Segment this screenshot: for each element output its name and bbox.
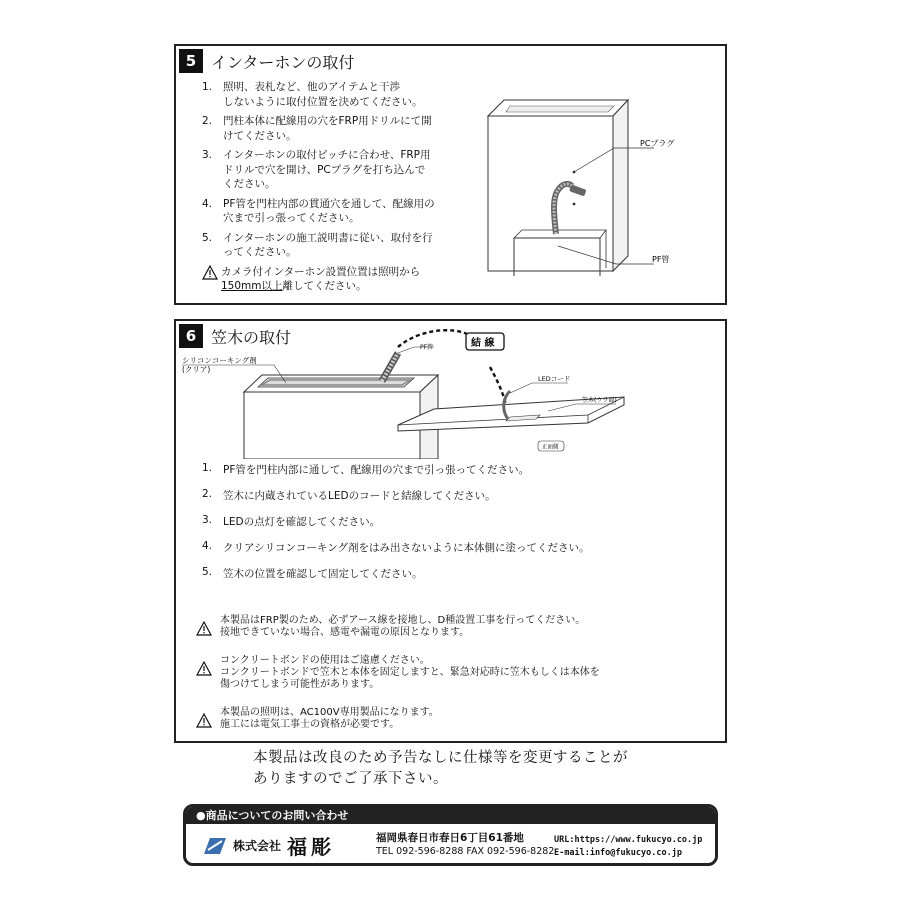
change-notice: 本製品は改良のため予告なしに仕様等を変更することが ありますのでご了承下さい。	[253, 750, 628, 787]
section-title: 笠木の取付	[211, 327, 292, 347]
step-item: 5. インターホンの施工説明書に従い、取付を行 ってください。	[202, 231, 433, 258]
section-number: 5	[179, 49, 203, 73]
silicone-label: シリコンコーキング剤	[182, 356, 257, 365]
company-address	[376, 832, 554, 858]
pf-pipe-label: PF管	[652, 255, 670, 264]
warning-icon	[202, 265, 218, 280]
section-number: 6	[179, 324, 203, 348]
warning-icon	[196, 621, 212, 636]
section-title: インターホンの取付	[211, 52, 355, 72]
step-item: 2. 笠木に内蔵されているLEDのコードと結線してください。	[202, 488, 496, 502]
company-logo-icon	[204, 837, 226, 855]
company-prefix: 株式会社	[233, 839, 282, 853]
intercom-diagram	[476, 86, 726, 301]
kasagi-diagram	[176, 327, 725, 459]
contact-box	[183, 804, 718, 866]
led-cord-label: LEDコード	[538, 375, 571, 383]
caution-text: カメラ付インターホン設置位置は照明から	[221, 265, 421, 278]
step-item: 4. クリアシリコンコーキング剤をはみ出さないように本体側に塗ってください。	[202, 540, 590, 554]
warning-item	[196, 615, 716, 639]
contact-header: ●商品についてのお問い合わせ	[186, 807, 715, 824]
section-kasagi	[174, 319, 727, 743]
address-text: 福岡県春日市春日6丁目61番地	[376, 832, 524, 844]
warning-text: 本製品の照明は、AC100V専用製品になります。 施工には電気工事士の資格が必要です。	[220, 707, 439, 730]
warning-icon	[196, 661, 212, 676]
warning-item	[196, 707, 716, 731]
step-list	[202, 462, 712, 592]
pf-pipe-label: PF管	[420, 344, 434, 351]
step-item: 1. PF管を門柱内部に通して、配線用の穴まで引っ張ってください。	[202, 462, 530, 476]
warning-list	[196, 615, 716, 747]
section-header	[176, 46, 354, 73]
section-intercom	[174, 44, 727, 305]
step-item: 2. 門柱本体に配線用の穴をFRP用ドリルにて開 けてください。	[202, 115, 432, 142]
warning-text: コンクリートボンドの使用はご遠慮ください。 コンクリートボンドで笠木と本体を固定しますと、緊急対応時に笠木もしくは本体を 傷つけてしまう可能性があります。	[220, 655, 600, 690]
step-item: 3. LEDの点灯を確認してください。	[202, 514, 381, 528]
warning-icon	[196, 713, 212, 728]
tel-fax-text: TEL 092-596-8288 FAX 092-596-8282	[376, 846, 555, 857]
company	[204, 831, 335, 860]
company-name: 福彫	[287, 835, 336, 859]
warning-text: 本製品はFRP製のため、必ずアース線を接地し、D種設置工事を行ってください。 接地できていない場合、感電や漏電の原因となります。	[220, 615, 586, 638]
warning-item	[196, 655, 716, 691]
email-link[interactable]: E-mail:info@fukucyo.co.jp	[554, 848, 682, 858]
company-web	[554, 834, 702, 860]
caution-text-rest: 離してください。	[282, 280, 367, 292]
step-item: 3. インターホンの取付ピッチに合わせ、FRP用 ドリルで穴を開け、PCプラグを打ち込んで ください。	[202, 149, 431, 190]
kasagi-label: 笠木(ウラ面)	[582, 397, 617, 404]
step-item: 4. PF管を門柱内部の貫通穴を通して、配線用の 穴まで引っ張ってください。	[202, 197, 435, 224]
bind-label: 結 線	[471, 338, 495, 349]
step-item: 5. 笠木の位置を確認して固定してください。	[202, 566, 423, 580]
step-item: 1. 照明、表札など、他のアイテムと干渉 しないように取付位置を決めてください。	[202, 81, 423, 108]
step-list	[202, 80, 462, 294]
caution-note	[202, 265, 462, 294]
url-link[interactable]: URL:https://www.fukucyo.co.jp	[554, 835, 703, 845]
pc-plug-label: PCプラグ	[640, 139, 675, 148]
caution-distance: 150mm以上	[221, 280, 283, 292]
clear-label: (クリア)	[182, 365, 211, 374]
front-label: 正面側	[542, 444, 559, 451]
